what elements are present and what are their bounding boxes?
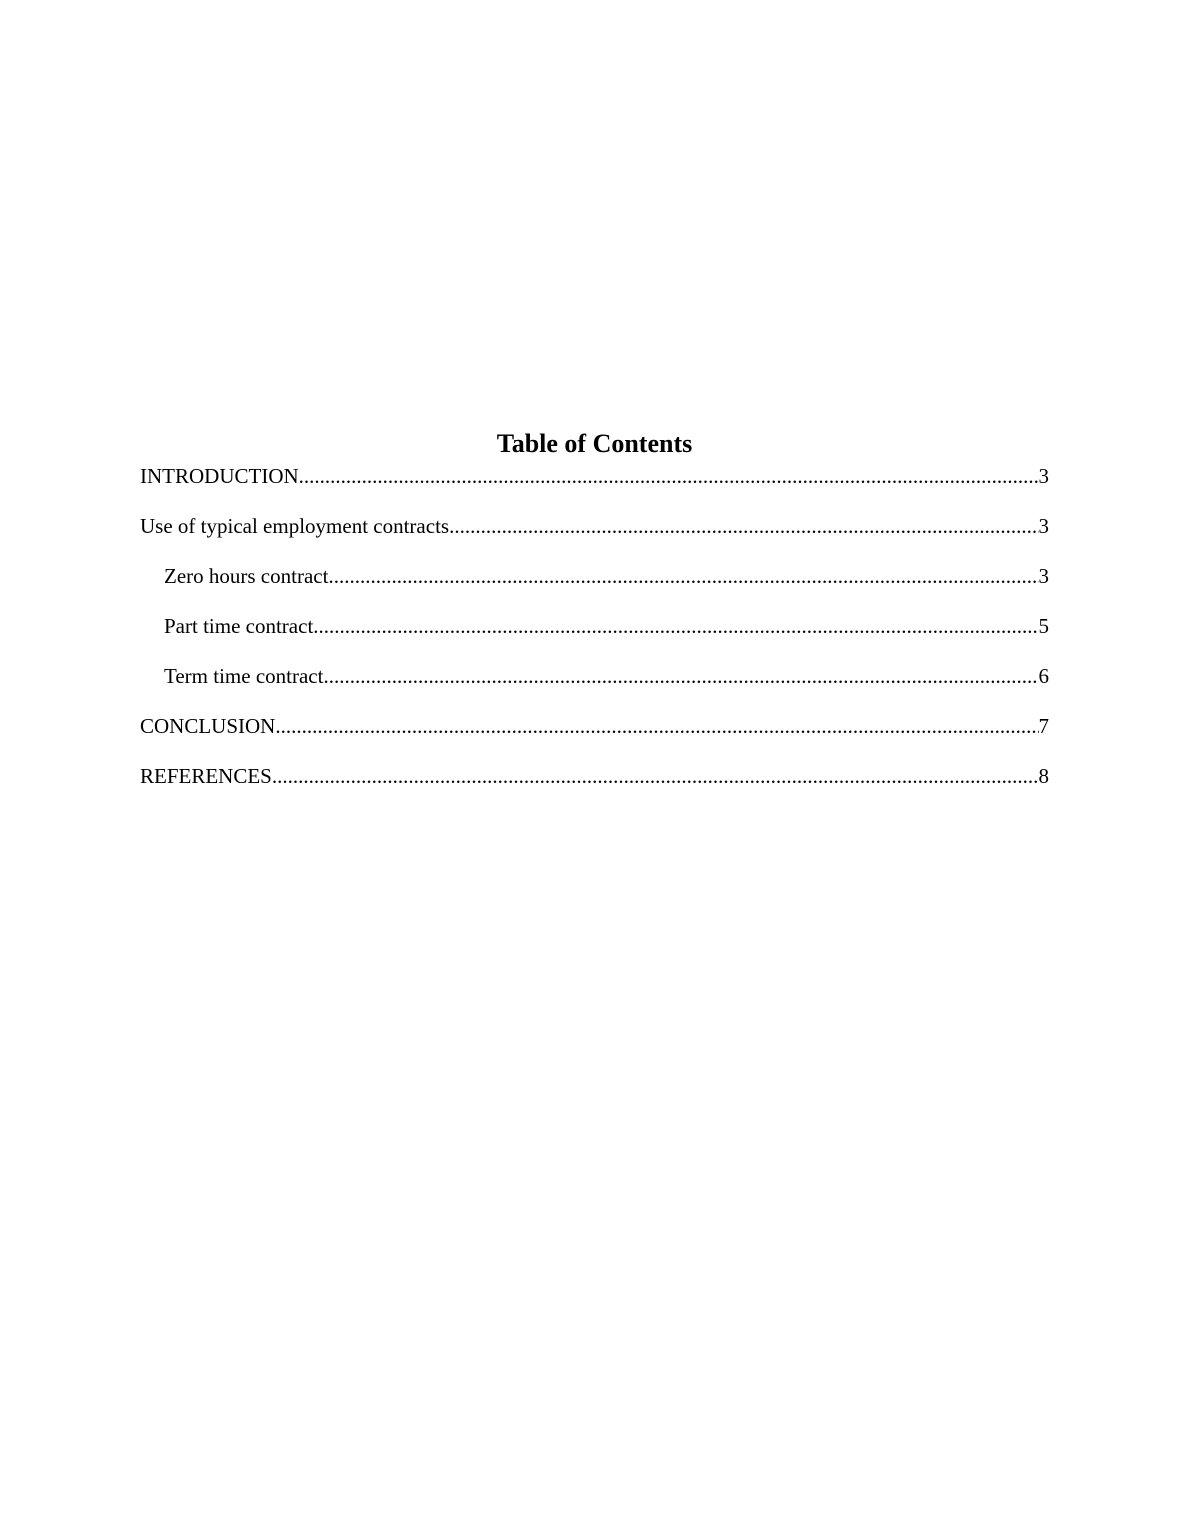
toc-dot-leader bbox=[328, 563, 1038, 589]
toc-dot-leader bbox=[272, 763, 1039, 789]
toc-entry-page-number: 6 bbox=[1038, 664, 1049, 688]
toc-entry-page-number: 3 bbox=[1038, 564, 1049, 588]
toc-entry-label: INTRODUCTION bbox=[140, 464, 299, 488]
toc-entry-label: Part time contract bbox=[164, 614, 314, 638]
toc-dot-leader bbox=[313, 613, 1038, 639]
toc-entry-page-number: 7 bbox=[1038, 714, 1049, 738]
toc-entry-page-number: 3 bbox=[1038, 514, 1049, 538]
toc-dot-leader bbox=[299, 463, 1039, 489]
toc-entry-label: Use of typical employment contracts bbox=[140, 514, 450, 538]
toc-entry-label: Zero hours contract bbox=[164, 564, 329, 588]
toc-entry-zero-hours-contract[interactable] bbox=[140, 563, 1049, 613]
toc-dot-leader bbox=[275, 713, 1038, 739]
toc-dot-leader bbox=[449, 513, 1038, 539]
toc-title: Table of Contents bbox=[496, 429, 693, 458]
toc-entry-page-number: 5 bbox=[1038, 614, 1049, 638]
toc-entry-conclusion[interactable] bbox=[140, 713, 1049, 763]
toc-entry-term-time-contract[interactable] bbox=[140, 663, 1049, 713]
toc-entry-introduction[interactable] bbox=[140, 463, 1049, 513]
toc-entry-part-time-contract[interactable] bbox=[140, 613, 1049, 663]
toc-entry-page-number: 8 bbox=[1038, 764, 1049, 788]
table-of-contents bbox=[140, 428, 1049, 813]
toc-entry-page-number: 3 bbox=[1038, 464, 1049, 488]
toc-entry-use-of-typical-employment-contracts[interactable] bbox=[140, 513, 1049, 563]
toc-entry-label: CONCLUSION bbox=[140, 714, 276, 738]
toc-dot-leader bbox=[323, 663, 1038, 689]
toc-entry-label: Term time contract bbox=[164, 664, 324, 688]
toc-entry-references[interactable] bbox=[140, 763, 1049, 813]
toc-entry-label: REFERENCES bbox=[140, 764, 272, 788]
